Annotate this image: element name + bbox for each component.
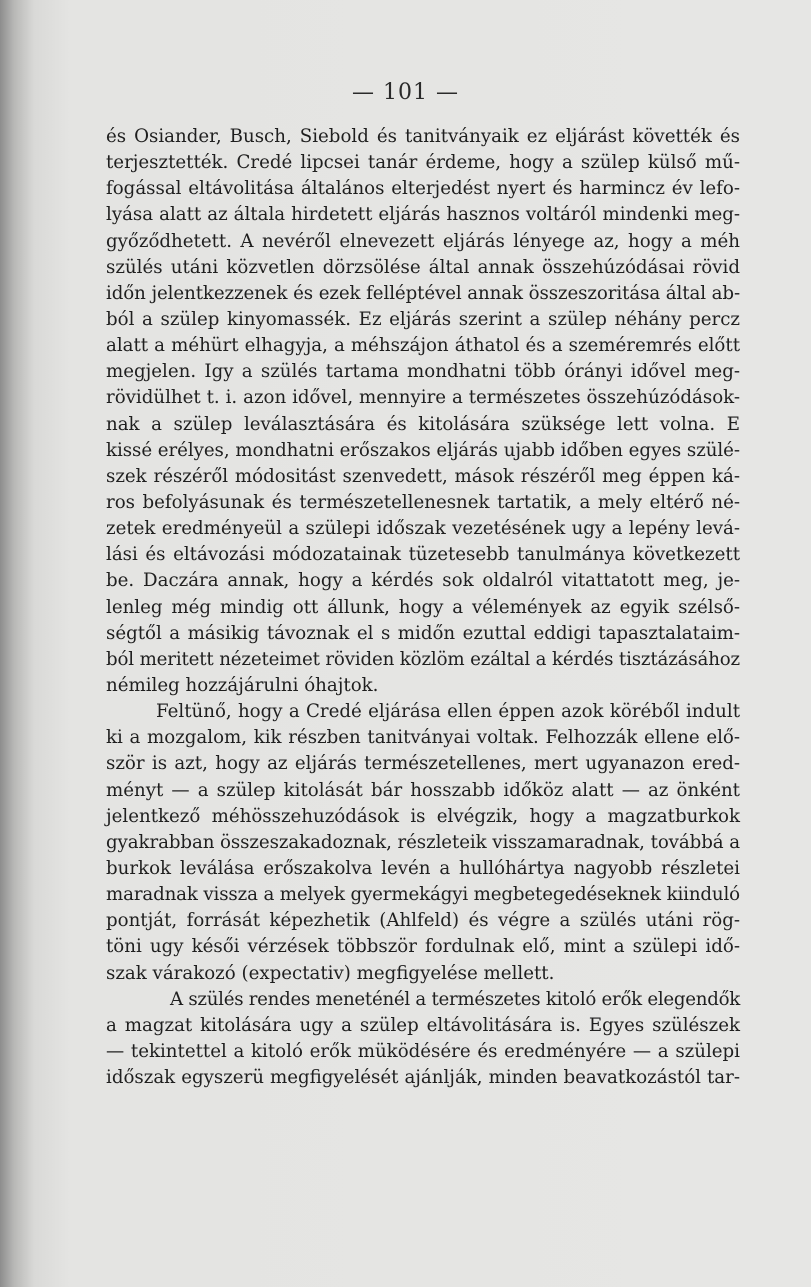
text-line: zetek eredményeül a szülepi időszak vezetésének ugy a lepény levá- [106, 518, 740, 540]
text-line: terjesztették. Credé lipcsei tanár érdeme, hogy a szülep külső mű- [106, 152, 740, 174]
text-line: — tekintettel a kitoló erők müködésére és eredményére — a szülepi [106, 1040, 740, 1062]
text-line: burkok leválása erőszakolva levén a hullóhártya nagyobb részletei [106, 857, 740, 879]
text-line: lási és eltávozási módozatainak tüzetesebb tanulmánya következett [106, 544, 740, 566]
text-line: ször is azt, hogy az eljárás természetellenes, mert ugyanazon ered- [106, 753, 740, 775]
text-line: szülés utáni közvetlen dörzsölése által annak összehúzódásai rövid [106, 256, 740, 278]
text-line: Feltünő, hogy a Credé eljárása ellen éppen azok köréből indult [156, 701, 740, 723]
text-line: lyása alatt az általa hirdetett eljárás hasznos voltáról mindenki meg- [106, 204, 740, 226]
text-line: maradnak vissza a melyek gyermekágyi megbetegedéseknek kiinduló [106, 884, 740, 906]
text-line: ból meritett nézeteimet röviden közlöm ezáltal a kérdés tisztázásához [106, 648, 740, 670]
text-line: töni ugy késői vérzések többször fordulnak elő, mint a szülepi idő- [106, 936, 740, 958]
text-line: pontját, forrását képezhetik (Ahlfeld) és végre a szülés utáni rög- [106, 910, 740, 932]
text-line: nak a szülep leválasztására és kitolására szüksége lett volna. E [106, 413, 740, 435]
text-line: némileg hozzájárulni óhajtok. [106, 674, 379, 696]
text-line: ros befolyásunak és természetellenesnek tartatik, a mely eltérő né- [106, 491, 740, 513]
text-line: alatt a méhürt elhagyja, a méhszájon áthatol és a szeméremrés előtt [106, 335, 740, 357]
text-line: A szülés rendes meneténél a természetes kitoló erők elegendők [170, 988, 740, 1010]
body-text [106, 124, 740, 1091]
text-line: a magzat kitolására ugy a szülep eltávolitására is. Egyes szülészek [106, 1014, 740, 1036]
text-line: rövidülhet t. i. azon idővel, mennyire a természetes összehúzódások- [106, 387, 740, 409]
text-line: gyakrabban összeszakadoznak, részleteik visszamaradnak, továbbá a [106, 831, 740, 853]
text-line: időn jelentkezzenek és ezek felléptével annak összeszoritása által ab- [106, 282, 740, 304]
text-line: időszak egyszerü megfigyelését ajánlják, minden beavatkozástól tar- [106, 1067, 740, 1089]
text-line: ki a mozgalom, kik részben tanitványai voltak. Felhozzák ellene elő- [106, 727, 740, 749]
text-line: győződhetett. A nevéről elnevezett eljárás lényege az, hogy a méh [106, 230, 740, 252]
text-line: ból a szülep kinyomassék. Ez eljárás szerint a szülep néhány percz [106, 308, 740, 330]
text-line: be. Daczára annak, hogy a kérdés sok oldalról vitattatott meg, je- [106, 570, 740, 592]
text-line: ményt — a szülep kitolását bár hosszabb időköz alatt — az önként [106, 779, 740, 801]
text-line: kissé erélyes, mondhatni erőszakos eljárás ujabb időben egyes szülé- [106, 439, 740, 461]
text-line: ségtől a másikig távoznak el s midőn ezuttal eddigi tapasztalataim- [106, 622, 740, 644]
text-line: szak várakozó (expectativ) megfigyelése mellett. [106, 962, 555, 984]
text-line: megjelen. Igy a szülés tartama mondhatni több órányi idővel meg- [106, 361, 740, 383]
text-line: szek részéről módositást szenvedett, mások részéről meg éppen ká- [106, 465, 740, 487]
text-line: és Osiander, Busch, Siebold és tanitványaik ez eljárást követték és [106, 126, 740, 147]
text-line: jelentkező méhösszehuzódások is elvégzik, hogy a magzatburkok [106, 805, 740, 827]
page-number: — 101 — [352, 80, 459, 105]
text-line: lenleg még mindig ott állunk, hogy a vélemények az egyik szélső- [106, 596, 740, 618]
text-line: fogással eltávolitása általános elterjedést nyert és harmincz év lefo- [106, 178, 740, 200]
